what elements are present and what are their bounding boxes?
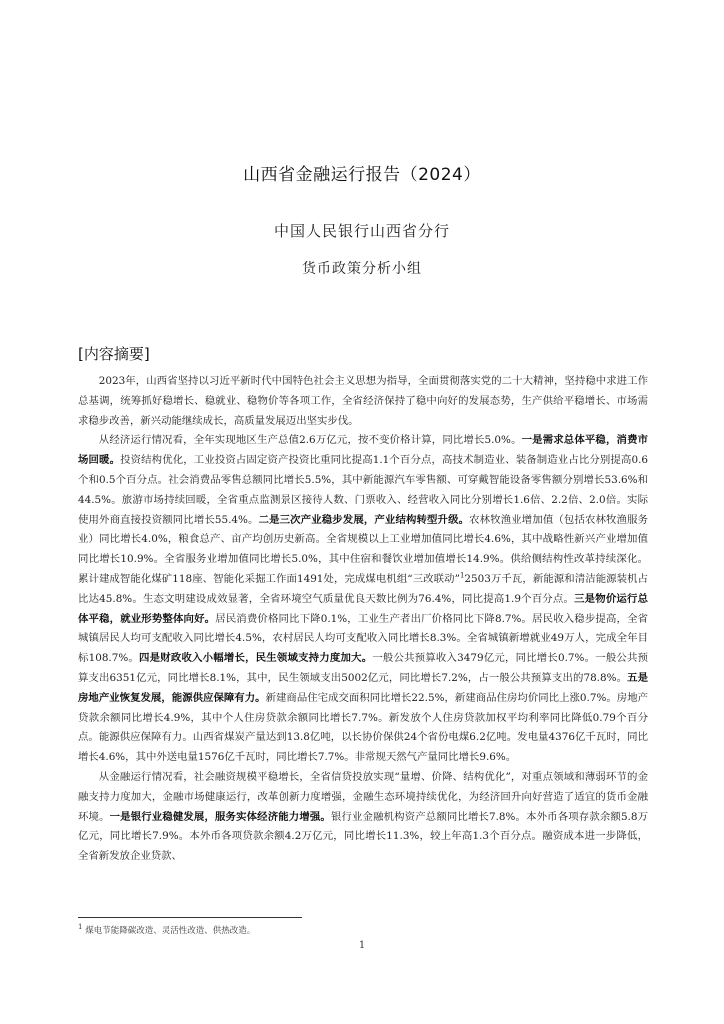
report-title: 山西省金融运行报告（2024）	[243, 165, 481, 185]
key-point-demand: 一是需求总体平稳，消费市场回暖。	[78, 434, 649, 467]
author-group: 货币政策分析小组	[302, 261, 422, 277]
paragraph-economy: 从经济运行情况看，全年实现地区生产总值2.6万亿元，按不变价格计算，同比增长5.0%。一是需求总体平稳，消费市场回暖。投资结构优化，工业投资占固定资产投资比重同比提高1.1个百分点，高技术制造业、装备制造业占比分别提高0.6个和0.5个百分点。社会消费品零售总额同比增长5.5%，其中新能源汽车零售额、可穿戴智能设备零售额分别增长53.6%和44.5%。旅游市场持续回暖，全省重点监测景区接待人数、门票收入、经营收入同比分别增长1.6倍、2.2倍、2.0倍。实际使用外商直接投资额同比增长55.4%。二是三次产业稳步发展，产业结构转型升级。农林牧渔业增加值（包括农林牧渔服务业）同比增长4.0%，粮食总产、亩产均创历史新高。全省规模以上工业增加值同比增长4.6%，其中战略性新兴产业增加值同比增长10.9%。全省服务业增加值同比增长5.0%，其中住宿和餐饮业增加值增长14.9%。供给侧结构性改革持续深化。累计建成智能化煤矿118座、智能化采掘工作面1491处，完成煤电机组“三改联动”$^1$2503万千瓦，新能源和清洁能源装机占比达45.8%。生态文明建设成效显著，全省环境空气质量优良天数比例为76.4%，同比提高1.9个百分点。三是物价运行总体平稳，就业形势整体向好。居民消费价格同比下降0.1%，工业生产者出厂价格同比下降8.7%。居民收入稳步提高，全省城镇居民人均可支配收入同比增长4.5%，农村居民人均可支配收入同比增长8.3%。全省城镇新增就业49万人，完成全年目标108.7%。四是财政收入小幅增长，民生领域支持力度加大。一般公共预算收入3479亿元，同比增长0.7%。一般公共预算支出6351亿元，同比增长8.1%，其中，民生领域支出5002亿元，同比增长7.2%，占一般公共预算支出的78.8%。五是房地产业恢复发展，能源供应保障有力。新建商品住宅成交面积同比增长22.5%，新建商品住房均价同比上涨0.7%。房地产贷款余额同比增长4.9%，其中个人住房贷款余额同比增长7.7%。新发放个人住房贷款加权平均利率同比降低0.79个百分点。能源供应保障有力。山西省煤炭产量达到13.8亿吨，以长协价保供24个省份电煤6.2亿吨。发电量4376亿千瓦时，同比增长4.6%，其中外送电量1576亿千瓦时，同比增长7.7%。非常规天然气产量同比增长9.6%。	[78, 434, 649, 764]
key-point-fiscal: 四是财政收入小幅增长，民生领域支持力度加大。	[139, 652, 373, 665]
summary-body	[78, 372, 648, 867]
key-point-prices: 三是物价运行总体平稳，就业形势整体向好。	[78, 592, 648, 625]
paragraph-finance: 从金融运行情况看，社会融资规模平稳增长，全省信贷投放实现“量增、价降、结构优化”，对重点领域和薄弱环节的金融支持力度加大，金融市场健康运行，改革创新力度增强，金融生态环境持续优化，为经济回升向好营造了适宜的货币金融环境。一是银行业稳健发展，服务实体经济能力增强。银行业金融机构资产总额同比增长7.8%。本外币各项存款余额5.8万亿元，同比增长7.9%。本外币各项贷款余额4.2万亿元，同比增长11.3%，较上年高1.3个百分点。融资成本进一步降低，全省新发放企业贷款、	[78, 770, 649, 863]
footnote-ref: 1	[459, 571, 465, 580]
issuing-organization: 中国人民银行山西省分行	[273, 222, 450, 240]
key-point-property: 五是房地产业恢复发展，能源供应保障有力。	[78, 671, 649, 704]
page-number: 1	[358, 940, 366, 951]
footnote-text: 煤电节能降碳改造、灵活性改造、供热改造。	[85, 925, 256, 936]
paragraph-intro: 2023年，山西省坚持以习近平新时代中国特色社会主义思想为指导，全面贯彻落实党的二十大精神，坚持稳中求进工作总基调，统筹抓好稳增长、稳就业、稳物价等各项工作，全省经济保持了稳中向好的发展态势，生产供给平稳增长、市场需求稳步改善，新兴动能继续成长，高质量发展迈出坚实步伐。	[78, 375, 648, 427]
footnote-divider	[78, 917, 302, 918]
key-point-banking: 一是银行业稳健发展，服务实体经济能力增强。	[109, 810, 331, 823]
key-point-industry: 二是三次产业稳步发展，产业结构转型升级。	[258, 513, 470, 526]
footnote	[78, 922, 255, 936]
footnote-number: 1	[78, 922, 83, 931]
summary-heading: [内容摘要]	[78, 345, 150, 363]
